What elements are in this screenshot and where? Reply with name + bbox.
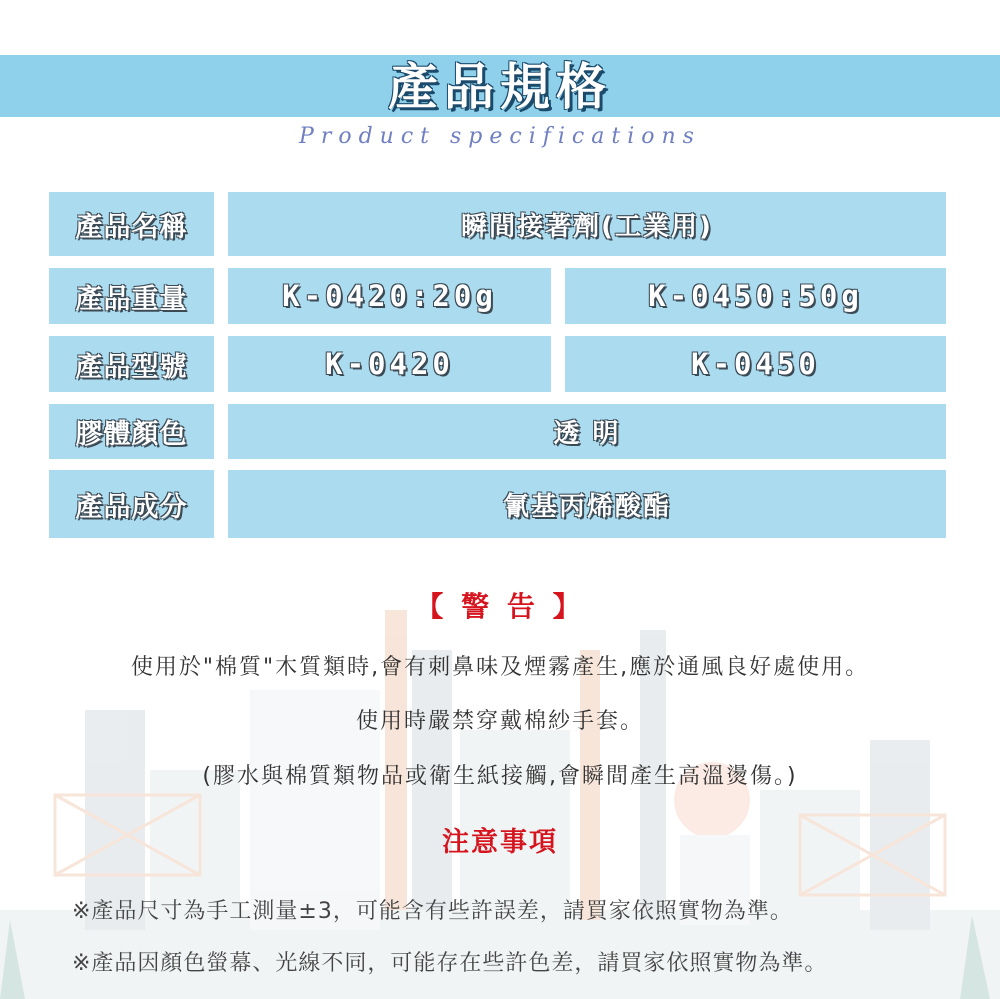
spec-value-weight-2: K-0450:50g — [565, 268, 946, 324]
notice-title: 注意事項 — [442, 827, 558, 858]
warning-line-2: 使用時嚴禁穿戴棉紗手套。 — [355, 709, 644, 734]
notice-line-1: ※產品尺寸為手工測量±3，可能含有些許誤差，請買家依照實物為準。 — [72, 899, 793, 924]
warning-title: 【 警 告 】 — [415, 590, 585, 623]
spec-label-color: 膠體顏色 — [49, 404, 214, 459]
spec-value-weight-1: K-0420:20g — [228, 268, 551, 324]
spec-label-weight: 產品重量 — [49, 268, 214, 324]
spec-label-name: 產品名稱 — [49, 192, 214, 256]
page-subtitle: Product specifications — [299, 124, 701, 149]
spec-value-name: 瞬間接著劑(工業用) — [228, 192, 946, 256]
warning-line-1: 使用於"棉質"木質類時,會有刺鼻味及煙霧產生,應於通風良好處使用。 — [130, 655, 870, 680]
notice-line-2: ※產品因顏色螢幕、光線不同，可能存在些許色差，請買家依照實物為準。 — [72, 951, 828, 976]
spec-value-model-1: K-0420 — [228, 336, 551, 392]
spec-value-color: 透 明 — [228, 404, 946, 459]
warning-line-3: (膠水與棉質類物品或衛生紙接觸,會瞬間產生高溫燙傷。) — [202, 764, 798, 789]
spec-value-ingredient: 氰基丙烯酸酯 — [228, 470, 946, 538]
page-title: 產品規格 — [388, 58, 612, 116]
spec-label-model: 產品型號 — [49, 336, 214, 392]
spec-label-ingredient: 產品成分 — [49, 470, 214, 538]
spec-value-model-2: K-0450 — [565, 336, 946, 392]
